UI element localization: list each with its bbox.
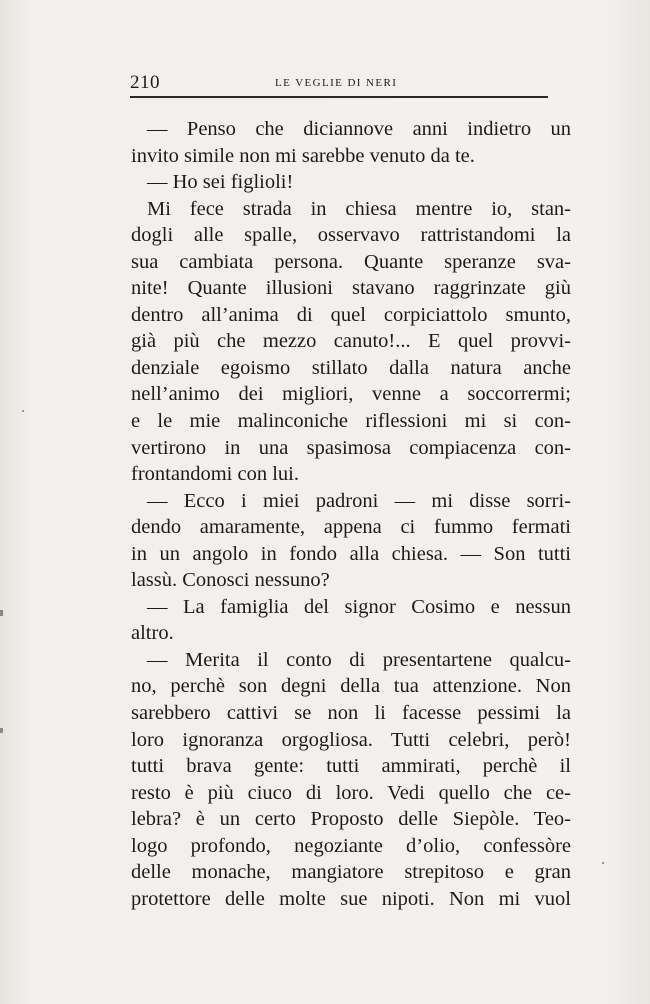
text-line: tutti brava gente: tutti ammirati, perchè il — [131, 755, 571, 778]
text-line: sua cambiata persona. Quante speranze sva- — [131, 250, 571, 273]
running-title: LE VEGLIE DI NERI — [275, 77, 398, 89]
text-line: — Ecco i miei padroni — mi disse sorri- — [147, 489, 571, 512]
header-rule — [130, 96, 548, 98]
text-line: invito simile non mi sarebbe venuto da te. — [131, 144, 475, 167]
text-line: sarebbero cattivi se non li facesse pessimi la — [131, 702, 571, 725]
text-line: logo profondo, negoziante d’olio, confessòre — [131, 834, 571, 857]
paper-speck — [22, 410, 24, 412]
scan-edge-mark — [0, 728, 3, 733]
text-line: lebra? è un certo Proposto delle Siepòle. Teo- — [131, 808, 571, 831]
text-line: dendo amaramente, appena ci fummo fermati — [131, 516, 571, 539]
text-line: e le mie malinconiche riflessioni mi si con- — [131, 410, 571, 433]
text-line: dentro all’anima di quel corpiciattolo smunto, — [131, 303, 571, 326]
text-line: resto è più ciuco di loro. Vedi quello che ce- — [131, 781, 571, 804]
text-line: loro ignoranza orgogliosa. Tutti celebri, però! — [131, 728, 571, 751]
text-line: già più che mezzo canuto!... E quel provvi- — [131, 330, 571, 353]
text-line: lassù. Conosci nessuno? — [131, 569, 330, 592]
text-line: denziale egoismo stillato dalla natura anche — [131, 356, 571, 379]
text-line: — Penso che diciannove anni indietro un — [147, 118, 571, 140]
paper-speck — [602, 862, 604, 864]
text-line: frontandomi con lui. — [131, 463, 299, 486]
text-line: — La famiglia del signor Cosimo e nessun — [147, 595, 571, 618]
page-header — [130, 72, 548, 94]
body-text — [131, 116, 571, 912]
text-line: — Ho sei figlioli! — [147, 171, 294, 194]
text-line: delle monache, mangiatore strepitoso e gran — [131, 861, 571, 884]
text-line: in un angolo in fondo alla chiesa. — Son tutti — [131, 542, 571, 565]
page-number: 210 — [130, 72, 160, 93]
scan-edge-mark — [0, 610, 3, 616]
text-line: dogli alle spalle, osservavo rattristandomi la — [131, 224, 571, 247]
text-line: Mi fece strada in chiesa mentre io, stan- — [147, 197, 571, 220]
text-line: nell’animo dei migliori, venne a soccorrermi; — [131, 383, 571, 406]
text-line: nite! Quante illusioni stavano raggrinzate giù — [131, 277, 571, 300]
text-line: — Merita il conto di presentartene qualcu- — [147, 648, 571, 671]
text-line: protettore delle molte sue nipoti. Non mi vuol — [131, 887, 571, 910]
text-line: altro. — [131, 622, 174, 645]
text-line: vertirono in una spasimosa compiacenza con- — [131, 436, 571, 459]
text-line: no, perchè son degni della tua attenzione. Non — [131, 675, 571, 698]
